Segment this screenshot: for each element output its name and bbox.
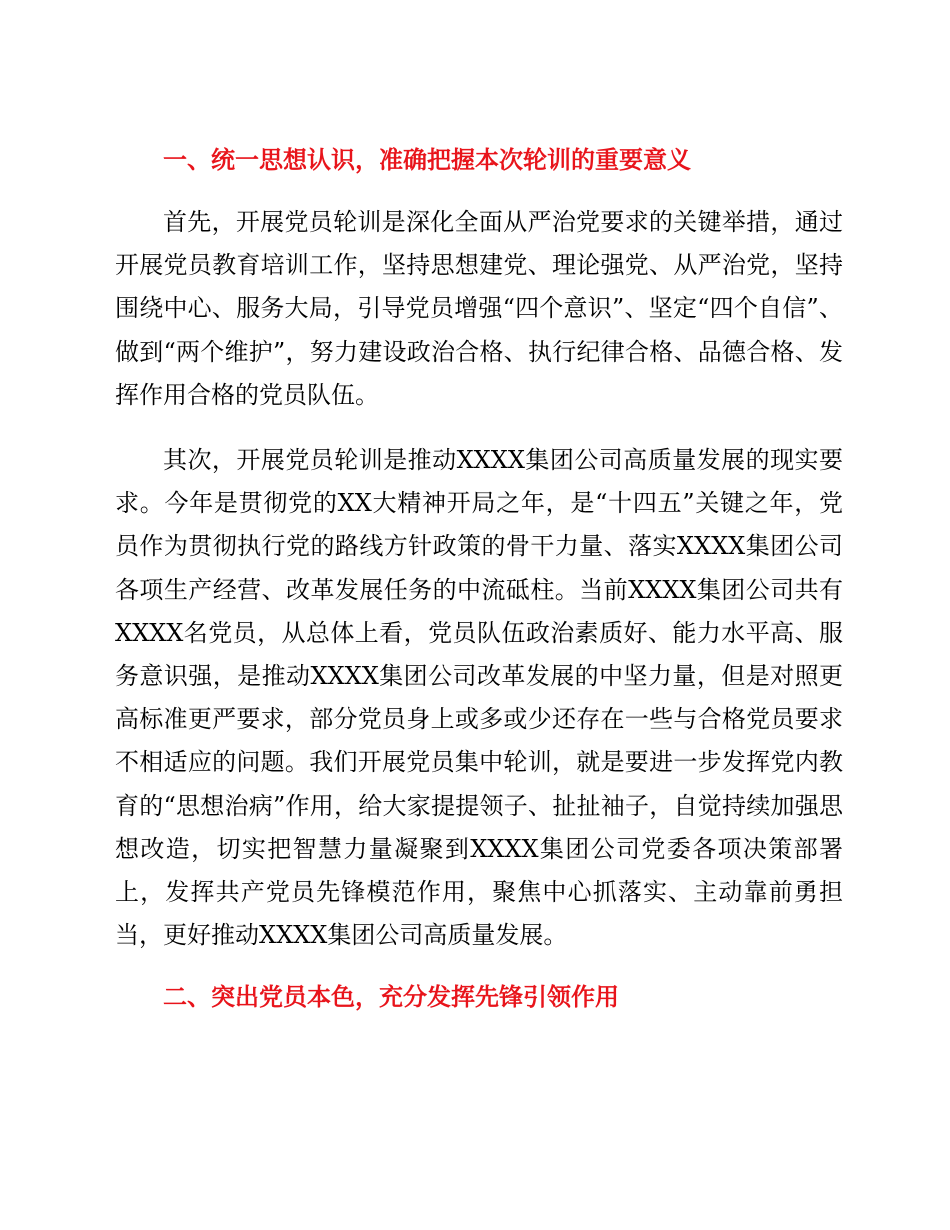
- paragraph-2: 其次，开展党员轮训是推动XXXX集团公司高质量发展的现实要求。今年是贯彻党的XX大精神开局之年，是“十四五”关键之年，党员作为贯彻执行党的路线方针政策的骨干力量、落实XXXX集团公司各项生产经营、改革发展任务的中流砥柱。当前XXXX集团公司共有XXXX名党员，从总体上看，党员队伍政治素质好、能力水平高、服务意识强，是推动XXXX集团公司改革发展的中坚力量，但是对照更高标准更严要求，部分党员身上或多或少还存在一些与合格党员要求不相适应的问题。我们开展党员集中轮训，就是要进一步发挥党内教育的“思想治病”作用，给大家提提领子、扯扯袖子，自觉持续加强思想改造，切实把智慧力量凝聚到XXXX集团公司党委各项决策部署上，发挥共产党员先锋模范作用，聚焦中心抓落实、主动靠前勇担当，更好推动XXXX集团公司高质量发展。: [115, 446, 843, 950]
- paragraph-1: 首先，开展党员轮训是深化全面从严治党要求的关键举措，通过开展党员教育培训工作，坚持思想建党、理论强党、从严治党，坚持围绕中心、服务大局，引导党员增强“四个意识”、坚定“四个自信”、做到“两个维护”，努力建设政治合格、执行纪律合格、品德合格、发挥作用合格的党员队伍。: [115, 208, 843, 409]
- section-heading-2: 二、突出党员本色，充分发挥先锋引领作用: [163, 983, 619, 1011]
- section-heading-1: 一、统一思想认识，准确把握本次轮训的重要意义: [163, 146, 691, 174]
